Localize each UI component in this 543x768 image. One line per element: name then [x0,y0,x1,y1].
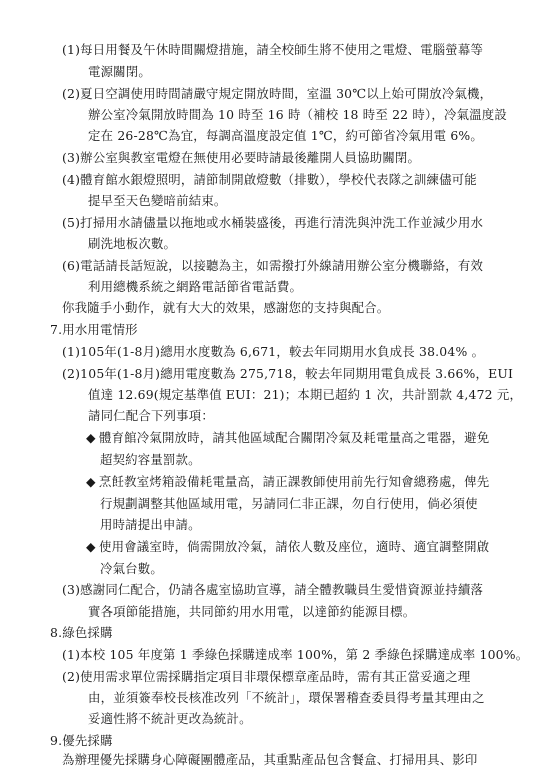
text-line: 實各項節能措施，共同節約用水用電，以達節約能源目標。 [88,604,416,619]
diamond-bullet-icon: ◆ [86,430,96,445]
text-line: 提早至天色變暗前結束。 [88,193,227,208]
text-line: (3)辦公室與教室電燈在無使用必要時請最後離開人員協助關閉。 [62,150,421,165]
section-heading: 9.優先採購 [50,733,113,748]
text-line: 使用會議室時，倘需開放冷氣，請依人數及座位，適時、適宜調整開啟 [99,539,490,554]
text-line: 利用總機系統之網路電話節省電話費。 [88,279,303,294]
section-heading: 8.綠色採購 [50,625,113,640]
text-line: (1)105年(1-8月)總用水度數為 6,671，較去年同期用水負成長 38.04% 。 [62,344,485,359]
text-line: 值達 12.69(規定基準值 EUI：21)；本期已超約 1 次，共計罰款 4,472 元， [88,387,523,402]
bullet-item [86,539,489,555]
text-line: (1)本校 105 年度第 1 季綠色採購達成率 100%，第 2 季綠色採購達成率 100%。 [62,647,529,662]
text-line: (5)打掃用水請儘量以拖地或水桶裝盛後，再進行清洗與沖洗工作並減少用水 [62,215,484,230]
text-line: (3)感謝同仁配合，仍請各處室協助宣導，請全體教職員生愛惜資源並持續落 [62,582,484,597]
text-line: 你我隨手小動作，就有大大的效果，感謝您的支持與配合。 [62,300,390,315]
diamond-bullet-icon: ◆ [86,474,96,489]
text-line: 由，並須簽奉校長核准改列「不統計」，環保署稽查委員得考量其理由之 [88,690,485,705]
text-line: 為辦理優先採購身心障礙團體產品，其重點產品包含餐盒、打掃用具、影印 [62,752,478,767]
section-heading: 7.用水用電情形 [50,322,138,337]
text-line: 妥適性將不統計更改為統計。 [88,711,252,726]
text-line: 請同仁配合下列事項： [88,408,214,423]
text-line: 冷氣台數。 [100,561,163,576]
text-line: (2)使用需求單位需採購指定項目非環保標章產品時，需有其正當妥適之理 [62,669,471,684]
diamond-bullet-icon: ◆ [86,539,96,554]
text-line: 體育館冷氣開放時，請其他區域配合關閉冷氣及耗電量高之電器，避免 [99,430,490,445]
text-line: (4)體育館水銀燈照明，請節制開啟燈數（排數），學校代表隊之訓練儘可能 [62,172,477,187]
bullet-item [86,430,489,446]
text-line: (2)105年(1-8月)總用電度數為 275,718，較去年同期用電負成長 3.66%，EUI [62,366,514,381]
text-line: 超契約容量罰款。 [100,452,201,467]
text-line: 辦公室冷氣開放時間為 10 時至 16 時（補校 18 時至 22 時），冷氣溫度設 [88,107,507,122]
text-line: (6)電話請長話短說，以接聽為主，如需撥打外線請用辦公室分機聯絡，有效 [62,258,484,273]
text-line: 行規劃調整其他區域用電，另請同仁非正課，勿自行使用，倘必須使 [100,496,478,511]
bullet-item [86,474,489,490]
text-line: (2)夏日空調使用時間請嚴守規定開放時間，室溫 30℃以上始可開放冷氣機， [62,86,493,101]
text-line: 定在 26-28℃為宜，每調高溫度設定值 1℃，約可節省冷氣用電 6%。 [88,128,483,143]
text-line: 刷洗地板次數。 [88,236,177,251]
text-line: (1)每日用餐及午休時間關燈措施，請全校師生將不使用之電燈、電腦螢幕等 [62,42,484,57]
text-line: 用時請提出申請。 [100,517,201,532]
text-line: 電源關閉。 [88,64,151,79]
text-line: 烹飪教室烤箱設備耗電量高，請正課教師使用前先行知會總務處，俾先 [99,474,490,489]
